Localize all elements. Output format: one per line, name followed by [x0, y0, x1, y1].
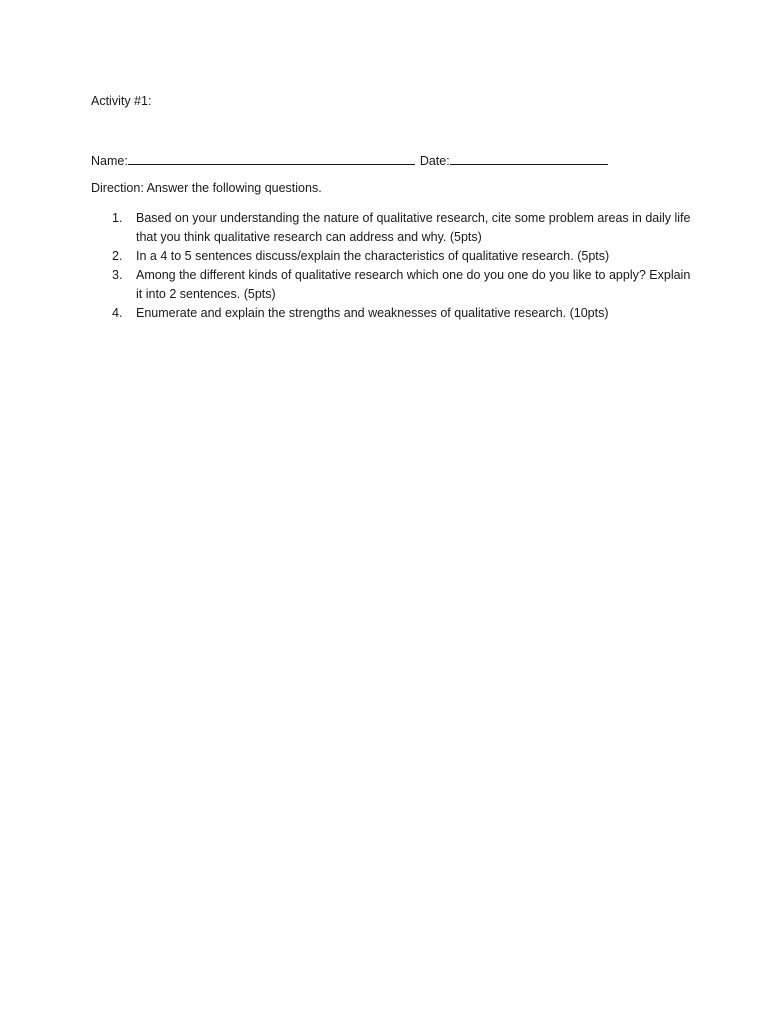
question-number: 4. [112, 306, 123, 320]
question-text: In a 4 to 5 sentences discuss/explain the characteristics of qualitative research. (5pts) [136, 249, 610, 263]
question-item [91, 247, 691, 266]
question-text: Based on your understanding the nature of qualitative research, cite some problem areas in daily life that you think qualitative research can address and why. (5pts) [136, 211, 691, 244]
name-blank [128, 152, 415, 165]
question-item [91, 304, 691, 323]
date-blank [450, 152, 608, 165]
date-label: Date: [419, 154, 450, 168]
direction-text: Direction: Answer the following questions. [91, 181, 322, 195]
question-list [91, 209, 691, 323]
question-text: Enumerate and explain the strengths and weaknesses of qualitative research. (10pts) [136, 306, 609, 320]
activity-heading: Activity #1: [91, 94, 152, 108]
question-text: Among the different kinds of qualitative research which one do you one do you like to apply? Explain it into 2 sentences. (5pts) [136, 268, 691, 301]
name-label: Name: [91, 154, 128, 168]
question-number: 2. [112, 249, 123, 263]
question-number: 1. [112, 211, 123, 225]
question-number: 3. [112, 268, 123, 282]
question-item [91, 266, 691, 304]
name-date-line [91, 152, 608, 168]
question-item [91, 209, 691, 247]
